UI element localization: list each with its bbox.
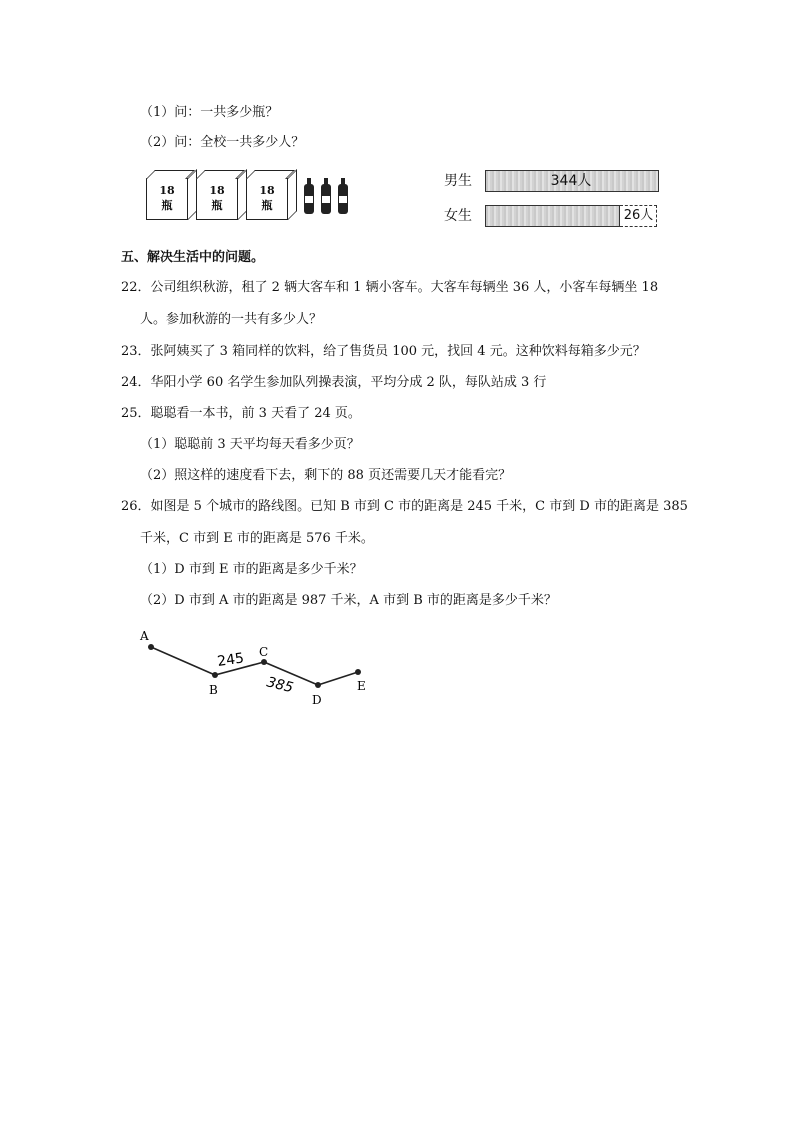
- route-line: [151, 647, 358, 685]
- question-26-line-1: 26．如图是 5 个城市的路线图。已知 B 市到 C 市的距离是 245 千米，C 市到 D 市的距离是 385: [121, 499, 688, 514]
- box-side-face: [288, 169, 297, 220]
- box-label-unit: 瓶: [261, 199, 273, 212]
- label-e: E: [357, 679, 366, 693]
- boys-value: 344人: [550, 173, 592, 189]
- bottles-icon: [300, 176, 356, 216]
- label-c: C: [259, 645, 269, 659]
- point-d: [315, 682, 321, 688]
- boys-label: 男生: [444, 173, 472, 189]
- question-25-stem: 25．聪聪看一本书，前 3 天看了 24 页。: [121, 406, 361, 421]
- question-22-line-2: 人。参加秋游的一共有多少人？: [140, 312, 323, 327]
- girls-bar: [485, 205, 620, 227]
- box-label-number: 18: [159, 184, 175, 197]
- route-map: [130, 622, 390, 712]
- girls-label: 女生: [444, 208, 472, 224]
- point-e: [355, 669, 361, 675]
- label-b: B: [209, 683, 218, 697]
- question-23: 23．张阿姨买了 3 箱同样的饮料，给了售货员 100 元，找回 4 元。这种饮料每箱多少元？: [121, 344, 646, 359]
- sub-question-2: （2）问：全校一共多少人？: [140, 135, 305, 150]
- label-d: D: [312, 693, 322, 707]
- girls-difference-value: 26人: [623, 208, 654, 223]
- question-26-sub-1: （1）D 市到 E 市的距离是多少千米？: [140, 562, 363, 577]
- point-a: [148, 644, 154, 650]
- box-label-number: 18: [259, 184, 275, 197]
- box-label-number: 18: [209, 184, 225, 197]
- question-25-sub-1: （1）聪聪前 3 天平均每天看多少页？: [140, 437, 360, 452]
- box-label-unit: 瓶: [161, 199, 173, 212]
- question-24: 24．华阳小学 60 名学生参加队列操表演，平均分成 2 队，每队站成 3 行: [121, 375, 547, 390]
- section-five-title: 五、解决生活中的问题。: [121, 250, 265, 265]
- label-a: A: [140, 629, 149, 643]
- distance-cd: 385: [265, 674, 295, 697]
- distance-bc: 245: [216, 650, 246, 670]
- sub-question-1: （1）问：一共多少瓶？: [140, 105, 279, 120]
- box-label-unit: 瓶: [211, 199, 223, 212]
- question-22-line-1: 22．公司组织秋游，租了 2 辆大客车和 1 辆小客车。大客车每辆坐 36 人，小客车每辆坐 18: [121, 280, 659, 295]
- point-c: [261, 659, 267, 665]
- question-26-line-2: 千米，C 市到 E 市的距离是 576 千米。: [140, 531, 374, 546]
- question-26-sub-2: （2）D 市到 A 市的距离是 987 千米，A 市到 B 市的距离是多少千米？: [140, 593, 557, 608]
- question-25-sub-2: （2）照这样的速度看下去，剩下的 88 页还需要几天才能看完？: [140, 468, 512, 483]
- point-b: [212, 672, 218, 678]
